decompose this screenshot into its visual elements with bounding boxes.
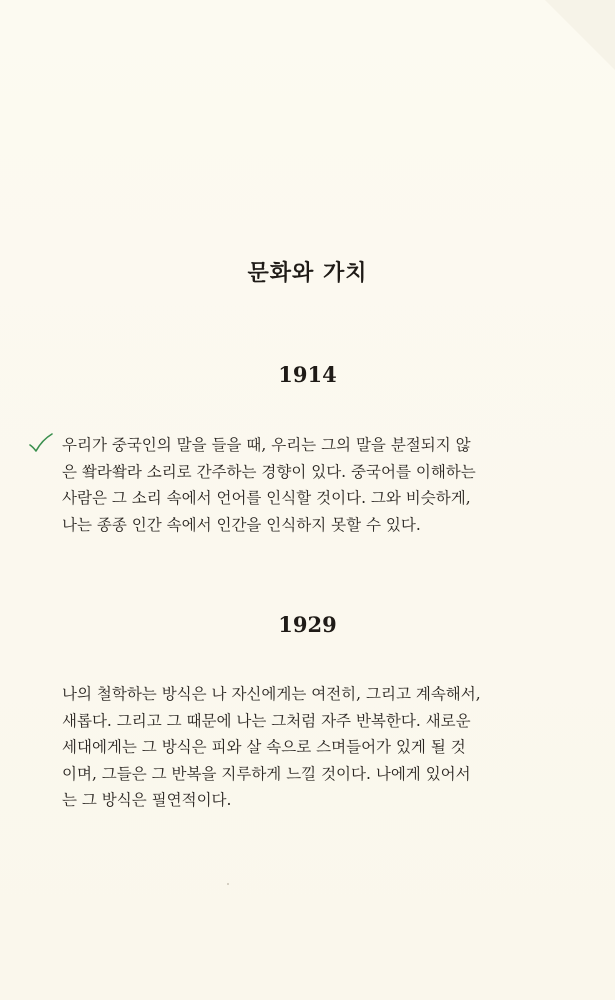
page-corner xyxy=(545,0,615,70)
paragraph-line: 우리가 중국인의 말을 들을 때, 우리는 그의 말을 분절되지 않 xyxy=(62,436,471,454)
paragraph-line: 은 쐌라쐌라 소리로 간주하는 경향이 있다. 중국어를 이해하는 xyxy=(62,462,476,481)
chapter-title: 문화와 가치 xyxy=(247,260,368,286)
paper-speck xyxy=(227,883,229,885)
paragraph-line: 이며, 그들은 그 반복을 지루하게 느낄 것이다. 나에게 있어서 xyxy=(62,764,471,783)
section-year-1914: 1914 xyxy=(278,362,337,387)
paragraph-line: 사람은 그 소리 속에서 언어를 인식할 것이다. 그와 비슷하게, xyxy=(62,489,471,507)
paragraph-1929 xyxy=(62,681,502,814)
paragraph-line: 는 그 방식은 필연적이다. xyxy=(62,791,232,809)
paragraph-line: 새롭다. 그리고 그 때문에 나는 그처럼 자주 반복한다. 새로운 xyxy=(62,711,471,730)
section-year-1929: 1929 xyxy=(278,612,337,637)
paragraph-line: 나는 종종 인간 속에서 인간을 인식하지 못할 수 있다. xyxy=(62,515,421,534)
paragraph-line: 나의 철학하는 방식은 나 자신에게는 여전히, 그리고 계속해서, xyxy=(62,685,481,703)
paragraph-1914 xyxy=(62,432,502,538)
checkmark-icon xyxy=(28,432,54,454)
paragraph-line: 세대에게는 그 방식은 피와 살 속으로 스며들어가 있게 될 것 xyxy=(62,738,466,756)
